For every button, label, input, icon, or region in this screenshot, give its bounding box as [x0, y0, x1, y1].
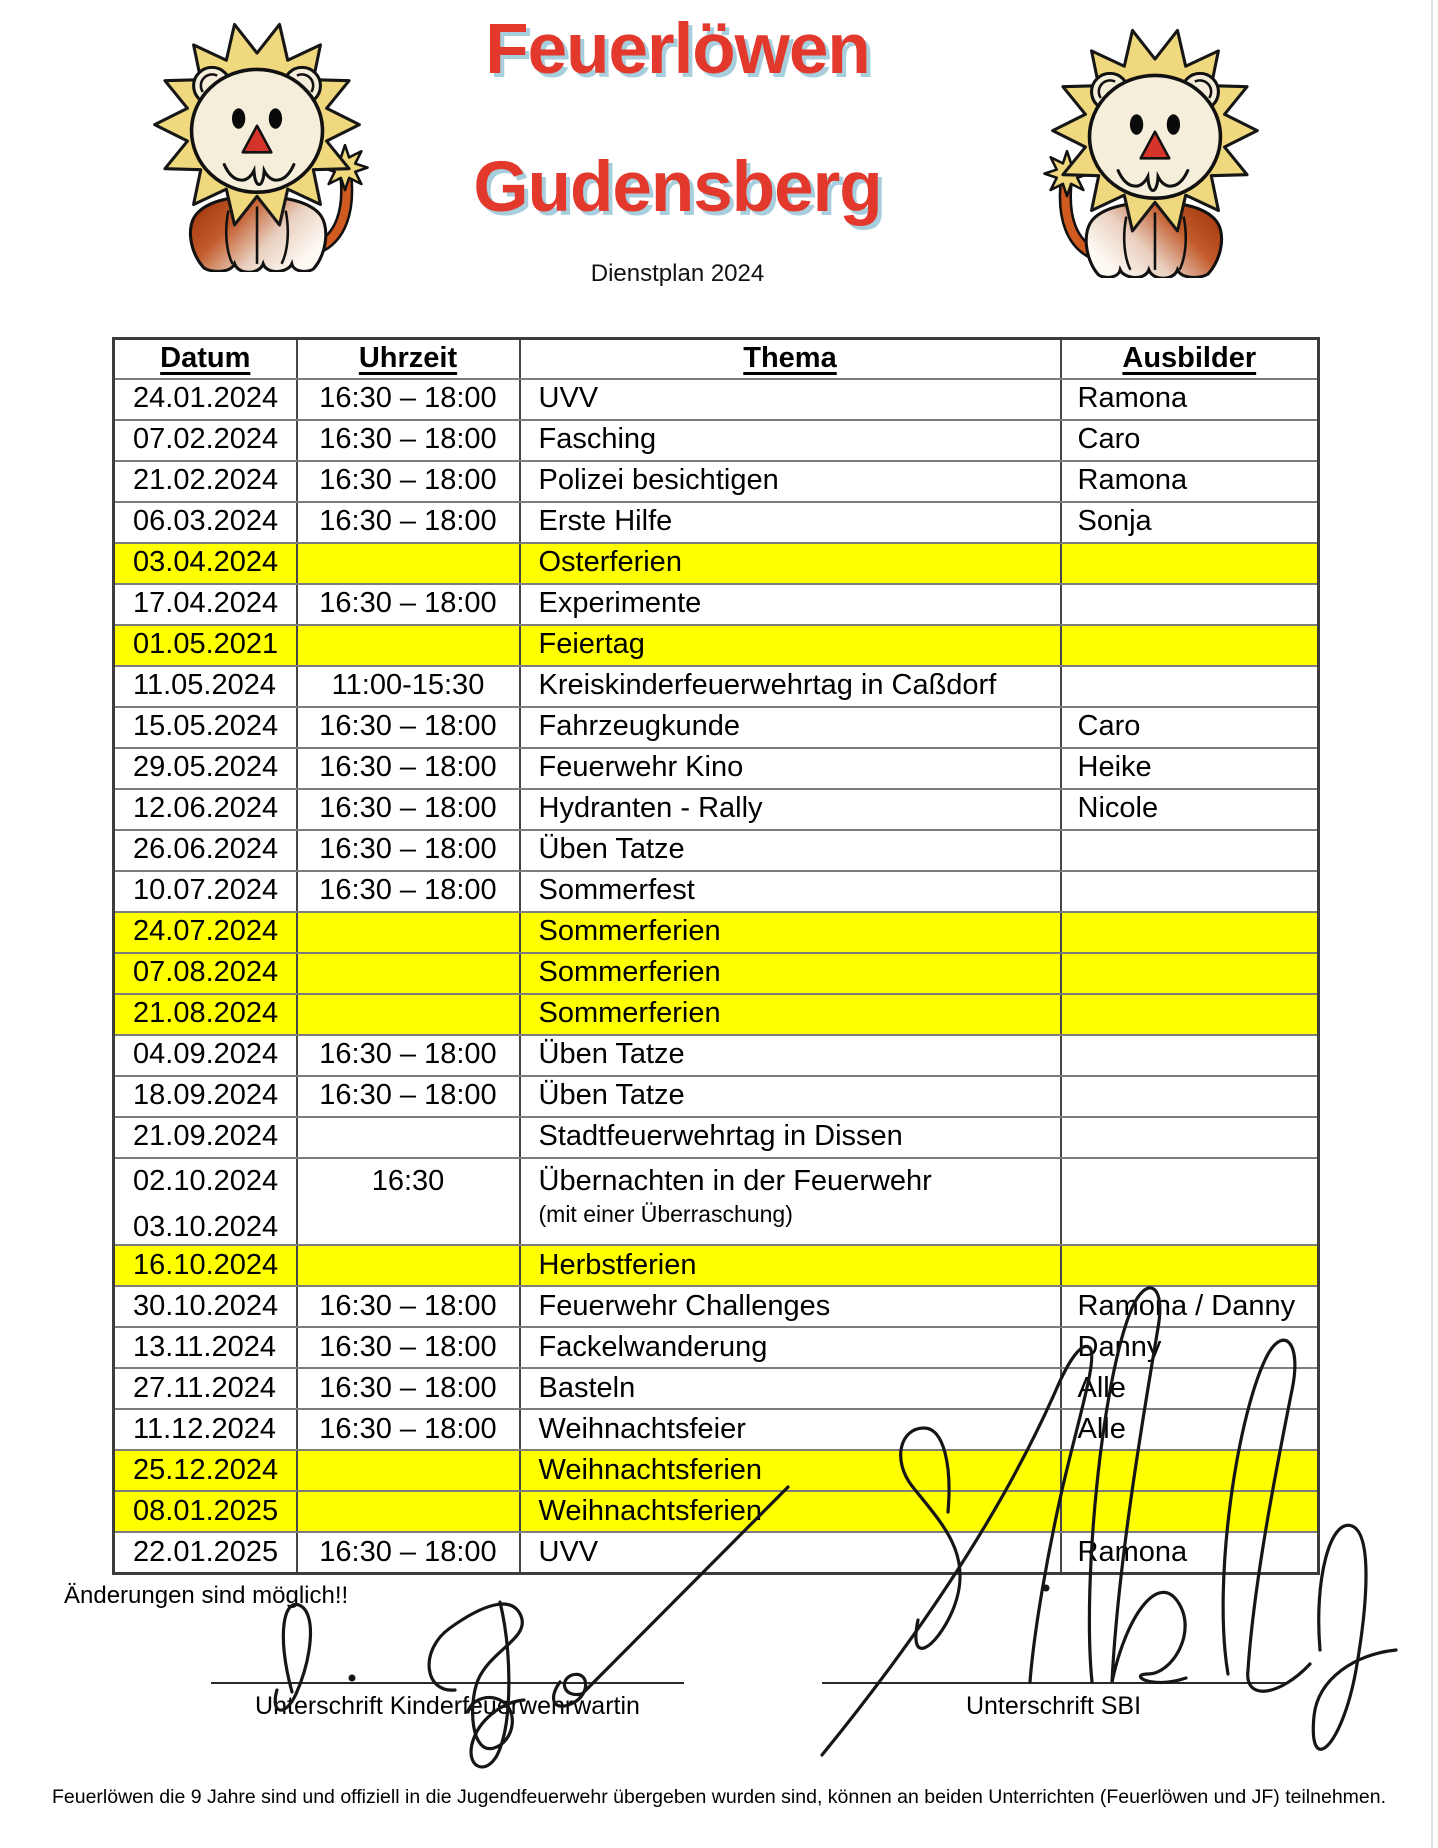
- table-row: [114, 1368, 1319, 1409]
- header-row: [114, 339, 1319, 379]
- cell-ausbilder: Sonja: [1061, 502, 1319, 543]
- cell-thema: Basteln: [520, 1368, 1061, 1409]
- cell-uhrzeit: 16:30 – 18:00: [297, 1409, 520, 1450]
- cell-datum: 04.09.2024: [114, 1035, 297, 1076]
- table-row: [114, 748, 1319, 789]
- schedule-table: [112, 337, 1320, 1575]
- cell-thema: Üben Tatze: [520, 830, 1061, 871]
- schedule-table-body: [114, 379, 1319, 1574]
- cell-thema: Sommerferien: [520, 953, 1061, 994]
- cell-uhrzeit: 11:00-15:30: [297, 666, 520, 707]
- cell-ausbilder: Ramona: [1061, 461, 1319, 502]
- cell-ausbilder: [1061, 584, 1319, 625]
- table-row: [114, 1035, 1319, 1076]
- table-row: [114, 912, 1319, 953]
- page-title-line2: Gudensberg: [473, 148, 882, 227]
- cell-uhrzeit: [297, 543, 520, 584]
- cell-datum: 08.01.2025: [114, 1491, 297, 1532]
- cell-datum: 17.04.2024: [114, 584, 297, 625]
- cell-thema: Erste Hilfe: [520, 502, 1061, 543]
- cell-ausbilder: Alle: [1061, 1368, 1319, 1409]
- cell-thema: Sommerfest: [520, 871, 1061, 912]
- schedule-table-header: [114, 339, 1319, 379]
- cell-thema: Feuerwehr Kino: [520, 748, 1061, 789]
- cell-thema: Hydranten - Rally: [520, 789, 1061, 830]
- cell-uhrzeit: 16:30 – 18:00: [297, 420, 520, 461]
- cell-ausbilder: [1061, 1117, 1319, 1158]
- cell-uhrzeit: 16:30 – 18:00: [297, 461, 520, 502]
- cell-datum: 29.05.2024: [114, 748, 297, 789]
- cell-ausbilder: Caro: [1061, 420, 1319, 461]
- cell-datum: 27.11.2024: [114, 1368, 297, 1409]
- table-row: [114, 1327, 1319, 1368]
- signature-label-left: Unterschrift Kinderfeuerwehrwartin: [255, 1692, 640, 1720]
- cell-uhrzeit: [297, 1491, 520, 1532]
- cell-datum: 21.09.2024: [114, 1117, 297, 1158]
- cell-ausbilder: Danny: [1061, 1327, 1319, 1368]
- cell-uhrzeit: 16:30 – 18:00: [297, 1532, 520, 1573]
- cell-ausbilder: [1061, 953, 1319, 994]
- cell-datum: 16.10.2024: [114, 1245, 297, 1286]
- column-header-ausbilder: Ausbilder: [1061, 339, 1319, 379]
- cell-ausbilder: Alle: [1061, 1409, 1319, 1450]
- signature-label-right: Unterschrift SBI: [965, 1692, 1142, 1720]
- lion-mascot-icon: [1038, 12, 1274, 278]
- cell-datum: 18.09.2024: [114, 1076, 297, 1117]
- cell-uhrzeit: 16:30 – 18:00: [297, 789, 520, 830]
- cell-uhrzeit: 16:30 – 18:00: [297, 871, 520, 912]
- bottom-note: Feuerlöwen die 9 Jahre sind und offiziell in die Jugendfeuerwehr übergeben wurden sind, können an beiden Unterrichten (Feuerlöwen und JF) teilnehmen.: [51, 1786, 1387, 1808]
- table-row: [114, 625, 1319, 666]
- cell-datum: 12.06.2024: [114, 789, 297, 830]
- table-row: [114, 1286, 1319, 1327]
- cell-thema: Fahrzeugkunde: [520, 707, 1061, 748]
- cell-ausbilder: Nicole: [1061, 789, 1319, 830]
- cell-datum: 30.10.2024: [114, 1286, 297, 1327]
- cell-uhrzeit: 16:30 – 18:00: [297, 748, 520, 789]
- cell-datum: 07.02.2024: [114, 420, 297, 461]
- table-row: [114, 1409, 1319, 1450]
- table-row: [114, 1491, 1319, 1532]
- cell-datum: 25.12.2024: [114, 1450, 297, 1491]
- signature-line-right: [822, 1682, 1285, 1684]
- cell-thema: Übernachten in der Feuerwehr (mit einer Überraschung): [520, 1158, 1061, 1246]
- cell-datum: 15.05.2024: [114, 707, 297, 748]
- cell-thema: Stadtfeuerwehrtag in Dissen: [520, 1117, 1061, 1158]
- cell-ausbilder: [1061, 666, 1319, 707]
- cell-ausbilder: Ramona: [1061, 1532, 1319, 1573]
- cell-datum: 24.07.2024: [114, 912, 297, 953]
- cell-ausbilder: [1061, 1245, 1319, 1286]
- cell-thema: Sommerferien: [520, 994, 1061, 1035]
- cell-datum: 13.11.2024: [114, 1327, 297, 1368]
- cell-uhrzeit: 16:30 – 18:00: [297, 830, 520, 871]
- cell-uhrzeit: 16:30 – 18:00: [297, 707, 520, 748]
- cell-thema: Polizei besichtigen: [520, 461, 1061, 502]
- cell-ausbilder: [1061, 994, 1319, 1035]
- signature-line-left: [211, 1682, 684, 1684]
- table-row: [114, 666, 1319, 707]
- cell-thema: Sommerferien: [520, 912, 1061, 953]
- cell-datum: 22.01.2025: [114, 1532, 297, 1573]
- cell-uhrzeit: 16:30 – 18:00: [297, 502, 520, 543]
- cell-uhrzeit: 16:30 – 18:00: [297, 1368, 520, 1409]
- column-header-datum: Datum: [114, 339, 297, 379]
- cell-ausbilder: [1061, 1158, 1319, 1246]
- cell-uhrzeit: [297, 912, 520, 953]
- cell-thema: Fasching: [520, 420, 1061, 461]
- cell-thema: Feuerwehr Challenges: [520, 1286, 1061, 1327]
- cell-datum: 01.05.2021: [114, 625, 297, 666]
- cell-ausbilder: [1061, 830, 1319, 871]
- lion-mascot-icon: [138, 6, 374, 272]
- table-row: [114, 420, 1319, 461]
- table-row: [114, 543, 1319, 584]
- table-row: [114, 1076, 1319, 1117]
- column-header-thema: Thema: [520, 339, 1061, 379]
- changes-note: Änderungen sind möglich!!: [64, 1582, 349, 1609]
- cell-ausbilder: [1061, 543, 1319, 584]
- cell-uhrzeit: 16:30 – 18:00: [297, 379, 520, 420]
- cell-uhrzeit: [297, 1117, 520, 1158]
- cell-thema: Osterferien: [520, 543, 1061, 584]
- table-row: [114, 953, 1319, 994]
- cell-ausbilder: [1061, 1035, 1319, 1076]
- cell-thema: Weihnachtsfeier: [520, 1409, 1061, 1450]
- cell-uhrzeit: 16:30: [297, 1158, 520, 1246]
- cell-datum: 11.05.2024: [114, 666, 297, 707]
- cell-ausbilder: Caro: [1061, 707, 1319, 748]
- table-row: [114, 994, 1319, 1035]
- cell-datum: 10.07.2024: [114, 871, 297, 912]
- cell-uhrzeit: [297, 994, 520, 1035]
- cell-datum: 24.01.2024: [114, 379, 297, 420]
- cell-datum: 06.03.2024: [114, 502, 297, 543]
- table-row: [114, 1245, 1319, 1286]
- table-row: [114, 584, 1319, 625]
- page-edge-line: [1431, 0, 1433, 1848]
- cell-ausbilder: [1061, 1491, 1319, 1532]
- table-row: [114, 707, 1319, 748]
- cell-thema: Experimente: [520, 584, 1061, 625]
- cell-thema: Üben Tatze: [520, 1076, 1061, 1117]
- cell-ausbilder: [1061, 625, 1319, 666]
- cell-ausbilder: Ramona: [1061, 379, 1319, 420]
- cell-uhrzeit: 16:30 – 18:00: [297, 584, 520, 625]
- cell-thema: Kreiskinderfeuerwehrtag in Caßdorf: [520, 666, 1061, 707]
- cell-uhrzeit: [297, 953, 520, 994]
- cell-thema: Fackelwanderung: [520, 1327, 1061, 1368]
- table-row: [114, 830, 1319, 871]
- cell-uhrzeit: 16:30 – 18:00: [297, 1327, 520, 1368]
- cell-ausbilder: Ramona / Danny: [1061, 1286, 1319, 1327]
- column-header-uhrzeit: Uhrzeit: [297, 339, 520, 379]
- table-row: [114, 502, 1319, 543]
- table-row: [114, 789, 1319, 830]
- cell-uhrzeit: 16:30 – 18:00: [297, 1286, 520, 1327]
- cell-ausbilder: [1061, 871, 1319, 912]
- cell-uhrzeit: [297, 1450, 520, 1491]
- table-row: [114, 1532, 1319, 1573]
- table-row: [114, 379, 1319, 420]
- cell-uhrzeit: [297, 625, 520, 666]
- cell-thema: UVV: [520, 379, 1061, 420]
- cell-datum: 03.04.2024: [114, 543, 297, 584]
- cell-thema: Üben Tatze: [520, 1035, 1061, 1076]
- cell-ausbilder: [1061, 1076, 1319, 1117]
- cell-datum: 07.08.2024: [114, 953, 297, 994]
- cell-thema: Feiertag: [520, 625, 1061, 666]
- page-subtitle: Dienstplan 2024: [590, 260, 765, 287]
- cell-datum: 26.06.2024: [114, 830, 297, 871]
- cell-uhrzeit: [297, 1245, 520, 1286]
- cell-thema: Weihnachtsferien: [520, 1450, 1061, 1491]
- table-row: [114, 461, 1319, 502]
- cell-thema: Weihnachtsferien: [520, 1491, 1061, 1532]
- cell-uhrzeit: 16:30 – 18:00: [297, 1035, 520, 1076]
- cell-ausbilder: Heike: [1061, 748, 1319, 789]
- cell-uhrzeit: 16:30 – 18:00: [297, 1076, 520, 1117]
- cell-thema: Herbstferien: [520, 1245, 1061, 1286]
- cell-ausbilder: [1061, 1450, 1319, 1491]
- cell-datum: 21.08.2024: [114, 994, 297, 1035]
- table-row: [114, 871, 1319, 912]
- cell-datum: 21.02.2024: [114, 461, 297, 502]
- table-row: [114, 1450, 1319, 1491]
- cell-datum: 02.10.2024 03.10.2024: [114, 1158, 297, 1246]
- cell-thema: UVV: [520, 1532, 1061, 1573]
- table-row: [114, 1158, 1319, 1246]
- page-title-line1: Feuerlöwen: [485, 10, 870, 89]
- cell-datum: 11.12.2024: [114, 1409, 297, 1450]
- cell-ausbilder: [1061, 912, 1319, 953]
- table-row: [114, 1117, 1319, 1158]
